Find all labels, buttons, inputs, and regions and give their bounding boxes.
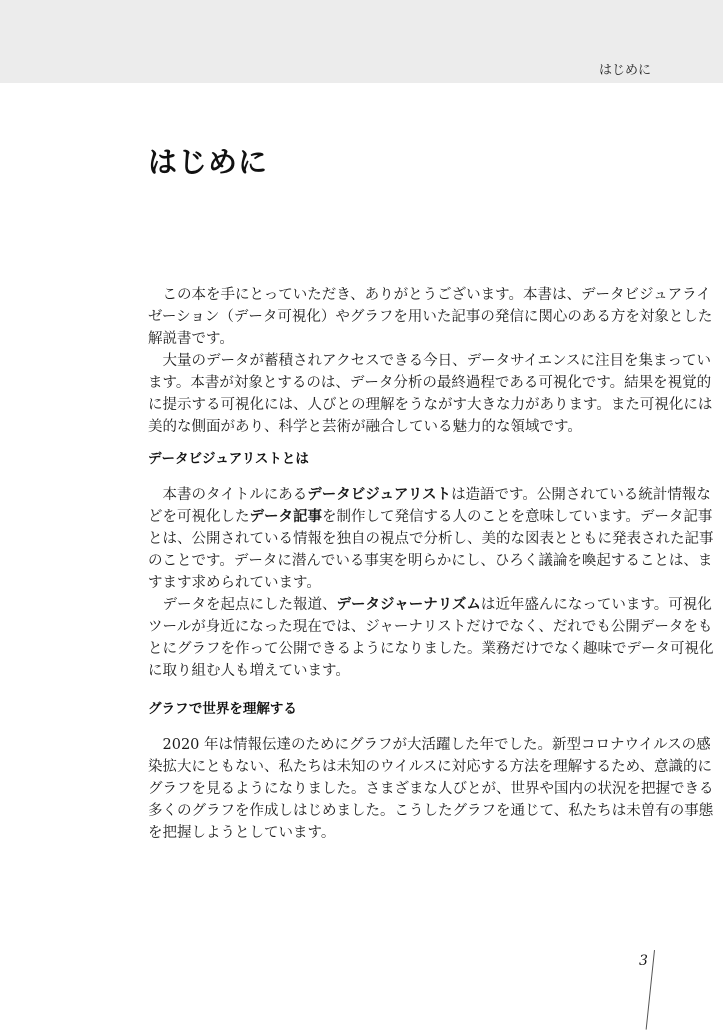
bold-term: データジャーナリズム — [336, 597, 481, 613]
text-run: どを可視化した — [148, 509, 250, 525]
text-run: に取り組む人も増えています。 — [148, 663, 350, 679]
paragraph-block — [148, 734, 714, 844]
page-header-band — [0, 0, 723, 83]
text-line — [148, 594, 712, 616]
text-line — [148, 528, 714, 550]
text-line — [148, 284, 711, 306]
text-run: この本を手にとっていただき、ありがとうございます。本書は、データビジュアライ — [148, 287, 711, 303]
text-run: のことです。データに潜んでいる事実を明らかにし、ひろく議論を喚起することは、ま — [148, 553, 713, 569]
text-run: 美的な側面があり、科学と芸術が融合している魅力的な領域です。 — [148, 419, 582, 435]
text-run: ツールが身近になった現在では、ジャーナリストだけでなく、だれでも公開データをも — [148, 619, 713, 635]
text-run: とにグラフを作って公開できるようになりました。業務だけでなく趣味でデータ可視化 — [148, 641, 714, 657]
text-run: 多くのグラフを作成しはじめました。こうしたグラフを通じて、私たちは未曽有の事態 — [148, 803, 714, 819]
text-line — [148, 306, 713, 328]
bold-term: データビジュアリスト — [307, 487, 452, 503]
text-line — [148, 734, 711, 756]
text-run: は造語です。公開されている統計情報な — [451, 487, 711, 503]
page-number: 3 — [639, 953, 648, 969]
text-run: 本書のタイトルにある — [148, 487, 308, 503]
text-line — [148, 550, 713, 572]
running-head: はじめに — [598, 63, 651, 78]
text-run: グラフを見るようになりました。さまざまな人びとが、世界や国内の状況を把握できる — [148, 781, 714, 797]
text-line — [148, 350, 712, 372]
text-line — [148, 800, 714, 822]
text-run: は近年盛んになっています。可視化 — [480, 597, 712, 613]
text-line — [148, 372, 712, 394]
text-line — [148, 822, 646, 844]
text-line — [148, 756, 713, 778]
text-run: ます。本書が対象とするのは、データ分析の最終過程である可視化です。結果を視覚的 — [148, 375, 712, 391]
text-run: を把握しようとしています。 — [148, 825, 336, 841]
text-run: データを起点にした報道、 — [148, 597, 337, 613]
text-line — [148, 660, 646, 682]
chapter-title: はじめに — [148, 145, 269, 179]
text-run: を制作して発信する人のことを意味しています。データ記事 — [322, 509, 713, 525]
text-run: に提示する可視化には、人びとの理解をうながす大きな力があります。また可視化には — [148, 397, 713, 413]
paragraph-block — [148, 284, 713, 438]
text-line — [148, 506, 713, 528]
text-run: すます求められています。 — [148, 575, 321, 591]
text-run: 染拡大にともない、私たちは未知のウイルスに対応する方法を理解するため、意識的に — [148, 759, 713, 775]
text-run: 大量のデータが蓄積されアクセスできる今日、データサイエンスに注目を集まってい — [148, 353, 712, 369]
section-heading: グラフで世界を理解する — [148, 701, 297, 717]
section-heading: データビジュアリストとは — [148, 451, 309, 467]
text-run: とは、公開されている情報を独自の視点で分析し、美的な図表とともに発表された記事 — [148, 531, 714, 547]
text-line — [148, 416, 646, 438]
text-run: ゼーション（データ可視化）やグラフを用いた記事の発信に関心のある方を対象とした — [148, 309, 713, 325]
text-line — [148, 638, 714, 660]
paragraph-block — [148, 484, 714, 682]
text-run: 2020 年は情報伝達のためにグラフが大活躍した年でした。新型コロナウイルスの感 — [148, 737, 711, 753]
text-line — [148, 778, 714, 800]
bold-term: データ記事 — [249, 509, 322, 525]
text-line — [148, 328, 646, 350]
text-line — [148, 484, 711, 506]
text-run: 解説書です。 — [148, 331, 234, 347]
text-line — [148, 616, 713, 638]
text-line — [148, 394, 713, 416]
text-line — [148, 572, 646, 594]
